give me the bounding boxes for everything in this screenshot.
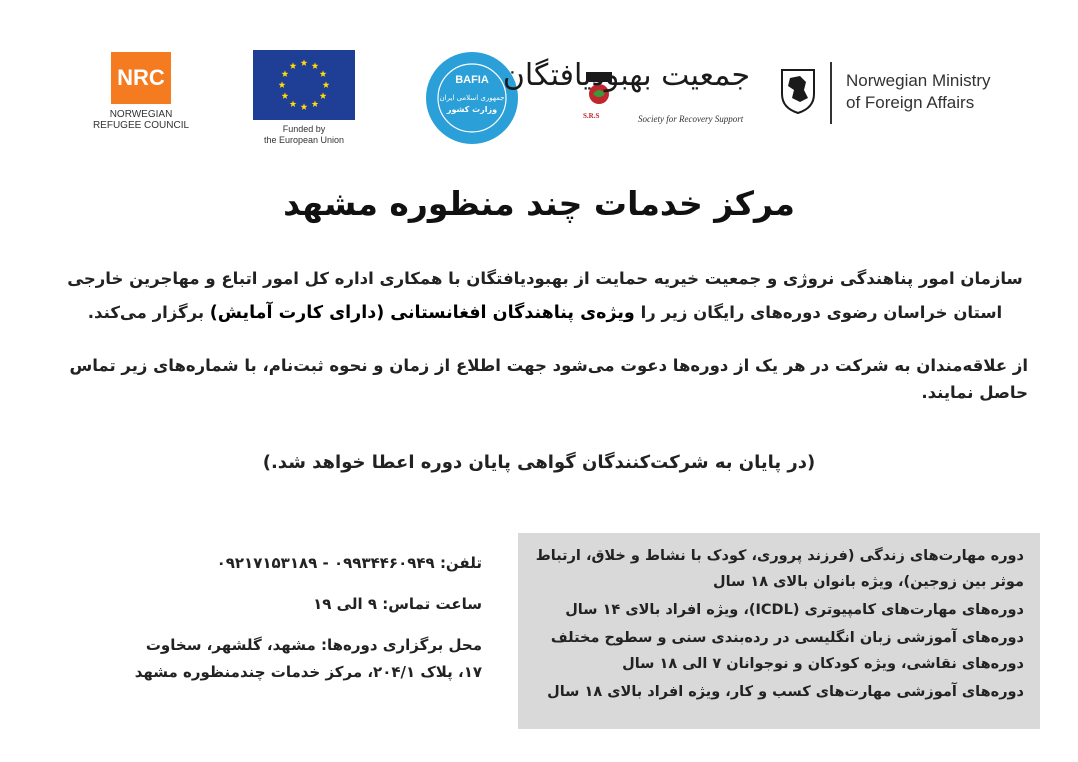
eu-star-icon: [290, 62, 297, 69]
norway-mfa-logo: [778, 62, 1018, 124]
eu-flag-icon: [253, 50, 355, 120]
intro-text-part2: برگزار می‌کند.: [87, 303, 205, 322]
eu-caption: [252, 124, 356, 146]
nrc-logo: [86, 52, 196, 131]
venue-address: محل برگزاری دوره‌ها: مشهد، گلشهر، سخاوت ۱۷، پلاک ۲۰۴/۱، مرکز خدمات چندمنظوره مشهد: [134, 636, 482, 681]
nrc-logo-mark: NRC: [111, 52, 171, 104]
eu-star-icon: [301, 103, 308, 110]
eu-star-icon: [320, 92, 327, 99]
eu-star-icon: [312, 100, 319, 107]
norway-caption-line1: Norwegian Ministry: [846, 71, 991, 90]
phone-numbers: ۰۹۹۳۴۴۶۰۹۴۹ - ۰۹۲۱۷۱۵۳۱۸۹: [216, 554, 435, 572]
course-list: [518, 533, 1040, 729]
course-item: دوره‌های آموزشی مهارت‌های کسب و کار، ویژه افراد بالای ۱۸ سال: [547, 684, 1024, 700]
intro-text-part1: سازمان امور پناهندگی نروژی و جمعیت خیریه حمایت از بهبودیافتگان با همکاری اداره کل امور اتباع و مهاجرین خارجی استان خراسان رضوی دوره‌های رایگان زیر را: [67, 269, 1023, 322]
eu-caption-line2: the European Union: [263, 135, 345, 145]
bafia-name: BAFIA: [455, 74, 489, 86]
course-item: دوره‌های نقاشی، ویژه کودکان و نوجوانان ۷ الی ۱۸ سال: [622, 656, 1024, 672]
norway-caption: [846, 70, 991, 114]
intro-paragraph: [60, 262, 1030, 330]
course-item: دوره مهارت‌های زندگی (فرزند پروری، کودک با نشاط و خلاق، ارتباط موثر بین زوجین)، ویژه بانوان بالای ۱۸ سال: [535, 548, 1024, 590]
eu-star-icon: [282, 70, 289, 77]
invitation-paragraph: از علاقه‌مندان به شرکت در هر یک از دوره‌ها دعوت می‌شود جهت اطلاع از زمان و نحوه ثبت‌نام، با شماره‌های زیر تماس حاصل نمایند.: [69, 356, 1028, 402]
eu-star-icon: [312, 62, 319, 69]
eu-caption-line1: Funded by: [282, 124, 326, 134]
nrc-caption-line2: REFUGEE COUNCIL: [92, 120, 190, 131]
srs-abbreviation: S.R.S: [583, 112, 600, 120]
norway-divider: [830, 62, 832, 124]
contact-hours: ساعت تماس: ۹ الی ۱۹: [313, 595, 482, 613]
eu-star-icon: [290, 100, 297, 107]
eu-star-icon: [320, 70, 327, 77]
course-item: دوره‌های آموزشی زبان انگلیسی در رده‌بندی سنی و سطوح مختلف: [550, 630, 1024, 646]
norway-lion-crest-icon: [778, 68, 818, 114]
srs-persian-name: جمعیت بهبودیافتگان: [502, 58, 750, 93]
intro-highlight: ویژه‌ی پناهندگان افغانستانی (دارای کارت آمایش): [209, 303, 635, 323]
eu-star-icon: [301, 59, 308, 66]
bafia-fa-line1: جمهوری اسلامی ایران: [439, 94, 505, 102]
eu-star-icon: [279, 81, 286, 88]
srs-logo: [502, 56, 750, 128]
page-title: مرکز خدمات چند منظوره مشهد: [283, 184, 795, 223]
logo-strip: [0, 0, 1078, 160]
eu-logo: [252, 50, 356, 146]
course-item: دوره‌های مهارت‌های کامپیوتری (ICDL)، ویژه افراد بالای ۱۴ سال: [565, 602, 1024, 618]
bafia-fa-line2: وزارت کشور: [446, 105, 498, 114]
phone-row: [120, 550, 482, 577]
nrc-caption-line1: NORWEGIAN: [109, 109, 173, 120]
eu-star-icon: [282, 92, 289, 99]
contact-info: [120, 550, 482, 700]
nrc-caption: [86, 109, 196, 131]
norway-caption-line2: of Foreign Affairs: [846, 93, 975, 112]
eu-star-icon: [323, 81, 330, 88]
certificate-note: (در پایان به شرکت‌کنندگان گواهی پایان دوره اعطا خواهد شد.): [262, 452, 816, 473]
srs-english-name: Society for Recovery Support: [638, 114, 744, 124]
phone-label: تلفن:: [439, 554, 482, 572]
